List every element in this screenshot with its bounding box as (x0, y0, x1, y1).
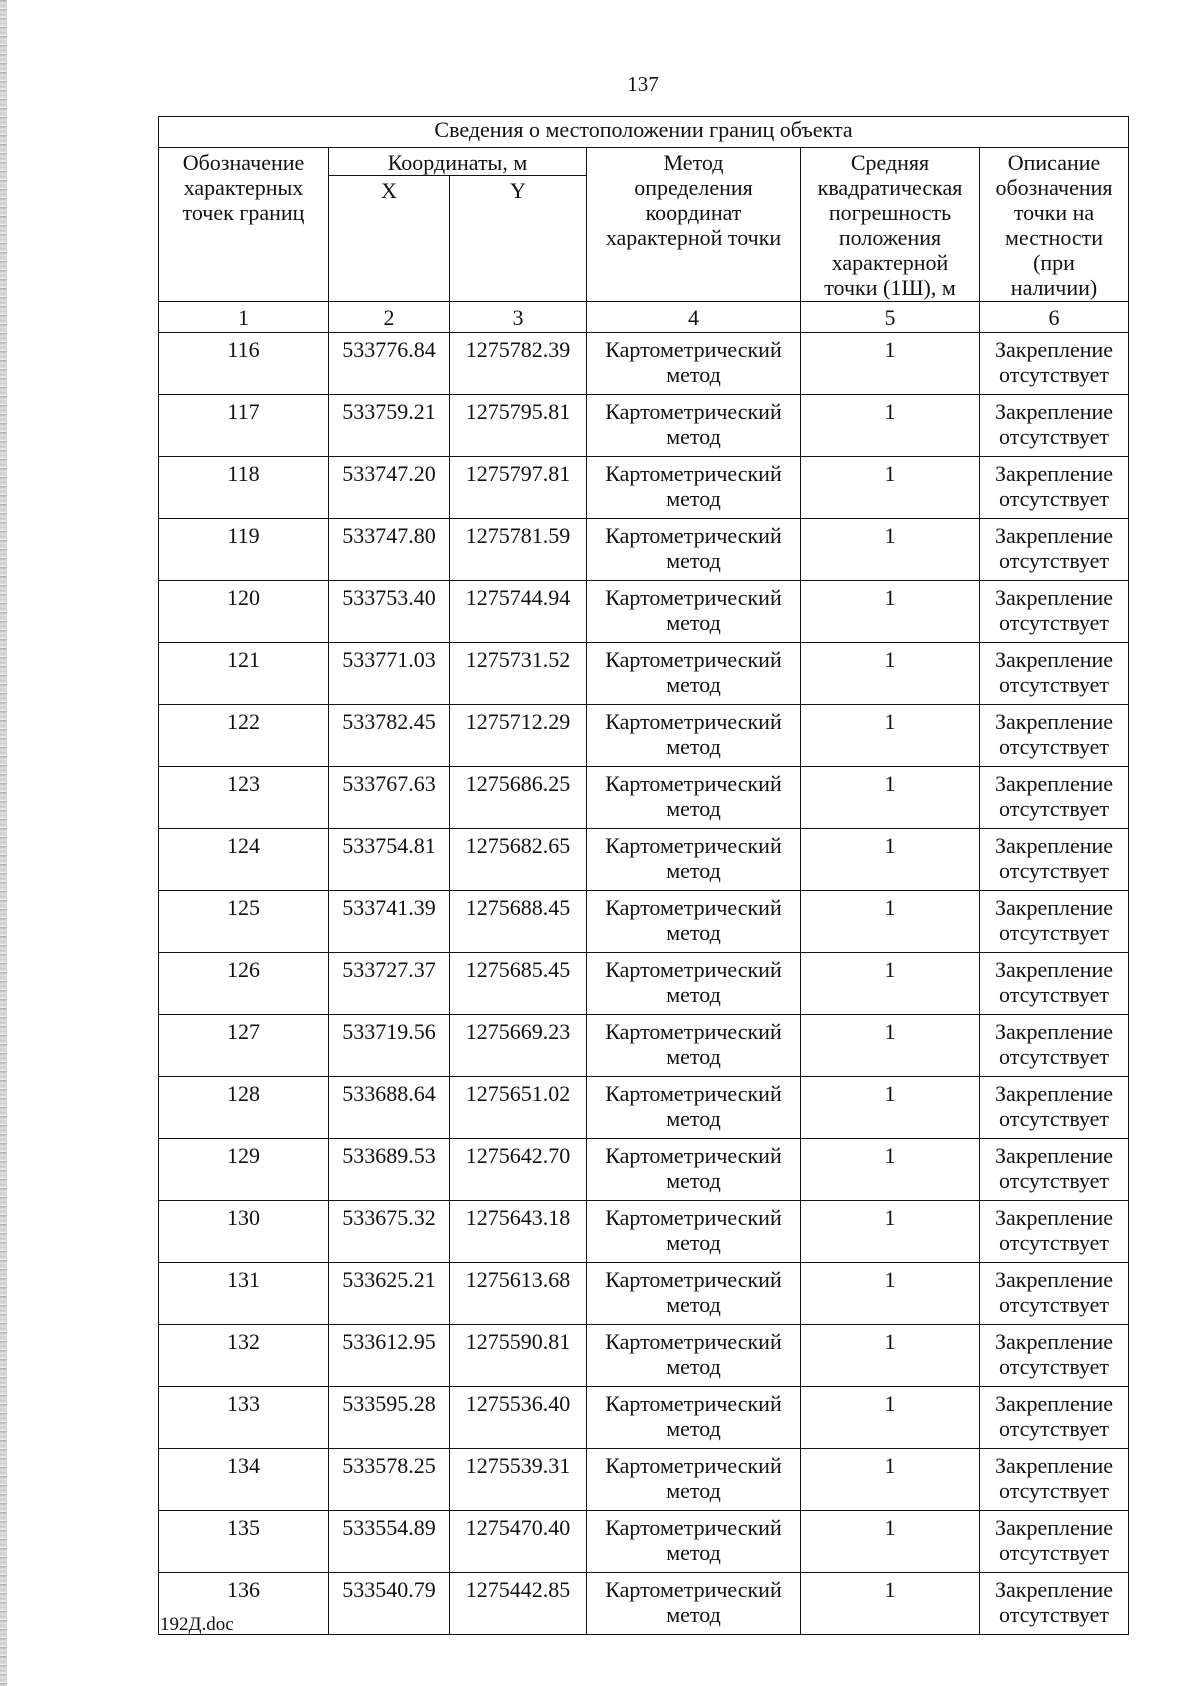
description-cell: Закрепление отсутствует (980, 643, 1129, 705)
table-row (159, 1263, 1129, 1325)
x-cell: 533727.37 (329, 953, 450, 1015)
error-cell: 1 (801, 395, 980, 457)
point-cell: 133 (159, 1387, 329, 1449)
y-cell: 1275731.52 (450, 643, 587, 705)
y-cell: 1275442.85 (450, 1573, 587, 1635)
description-cell: Закрепление отсутствует (980, 581, 1129, 643)
method-cell: Картометрический метод (587, 1263, 801, 1325)
method-cell: Картометрический метод (587, 1387, 801, 1449)
method-cell: Картометрический метод (587, 1015, 801, 1077)
point-cell: 125 (159, 891, 329, 953)
error-cell: 1 (801, 1077, 980, 1139)
table-title: Сведения о местоположении границ объекта (159, 117, 1129, 148)
y-cell: 1275642.70 (450, 1139, 587, 1201)
description-cell: Закрепление отсутствует (980, 333, 1129, 395)
y-cell: 1275797.81 (450, 457, 587, 519)
error-cell: 1 (801, 1139, 980, 1201)
table-row (159, 1077, 1129, 1139)
method-cell: Картометрический метод (587, 767, 801, 829)
error-cell: 1 (801, 1201, 980, 1263)
description-cell: Закрепление отсутствует (980, 1201, 1129, 1263)
description-cell: Закрепление отсутствует (980, 395, 1129, 457)
x-cell: 533595.28 (329, 1387, 450, 1449)
header-error: Средняя квадратическая погрешность положения характерной точки (1Ш), м (801, 148, 980, 302)
error-cell: 1 (801, 1015, 980, 1077)
point-cell: 126 (159, 953, 329, 1015)
y-cell: 1275643.18 (450, 1201, 587, 1263)
method-cell: Картометрический метод (587, 953, 801, 1015)
x-cell: 533675.32 (329, 1201, 450, 1263)
x-cell: 533689.53 (329, 1139, 450, 1201)
description-cell: Закрепление отсутствует (980, 829, 1129, 891)
x-cell: 533754.81 (329, 829, 450, 891)
description-cell: Закрепление отсутствует (980, 1263, 1129, 1325)
y-cell: 1275685.45 (450, 953, 587, 1015)
table-row (159, 1325, 1129, 1387)
description-cell: Закрепление отсутствует (980, 1325, 1129, 1387)
error-cell: 1 (801, 1263, 980, 1325)
x-cell: 533612.95 (329, 1325, 450, 1387)
y-cell: 1275682.65 (450, 829, 587, 891)
error-cell: 1 (801, 581, 980, 643)
table-row (159, 581, 1129, 643)
point-cell: 118 (159, 457, 329, 519)
error-cell: 1 (801, 643, 980, 705)
method-cell: Картометрический метод (587, 1449, 801, 1511)
method-cell: Картометрический метод (587, 1077, 801, 1139)
table-row (159, 1201, 1129, 1263)
x-cell: 533688.64 (329, 1077, 450, 1139)
x-cell: 533771.03 (329, 643, 450, 705)
y-cell: 1275782.39 (450, 333, 587, 395)
point-cell: 123 (159, 767, 329, 829)
table-row (159, 953, 1129, 1015)
x-cell: 533747.20 (329, 457, 450, 519)
description-cell: Закрепление отсутствует (980, 457, 1129, 519)
table-row (159, 1511, 1129, 1573)
error-cell: 1 (801, 1387, 980, 1449)
x-cell: 533747.80 (329, 519, 450, 581)
point-cell: 128 (159, 1077, 329, 1139)
table-row (159, 1387, 1129, 1449)
table-row (159, 1139, 1129, 1201)
table-row (159, 395, 1129, 457)
error-cell: 1 (801, 705, 980, 767)
method-cell: Картометрический метод (587, 581, 801, 643)
error-cell: 1 (801, 1573, 980, 1635)
boundary-table (158, 116, 1129, 1635)
error-cell: 1 (801, 1449, 980, 1511)
table-row (159, 891, 1129, 953)
table-row (159, 705, 1129, 767)
method-cell: Картометрический метод (587, 1511, 801, 1573)
error-cell: 1 (801, 1325, 980, 1387)
table-row (159, 829, 1129, 891)
table-row (159, 767, 1129, 829)
y-cell: 1275712.29 (450, 705, 587, 767)
error-cell: 1 (801, 829, 980, 891)
point-cell: 120 (159, 581, 329, 643)
error-cell: 1 (801, 891, 980, 953)
description-cell: Закрепление отсутствует (980, 1573, 1129, 1635)
description-cell: Закрепление отсутствует (980, 1387, 1129, 1449)
error-cell: 1 (801, 519, 980, 581)
y-cell: 1275781.59 (450, 519, 587, 581)
y-cell: 1275613.68 (450, 1263, 587, 1325)
table-row (159, 1573, 1129, 1635)
x-cell: 533753.40 (329, 581, 450, 643)
header-description: Описание обозначения точки на местности (при наличии) (980, 148, 1129, 302)
method-cell: Картометрический метод (587, 519, 801, 581)
description-cell: Закрепление отсутствует (980, 1449, 1129, 1511)
method-cell: Картометрический метод (587, 643, 801, 705)
header-coordinates: Координаты, м (329, 148, 587, 176)
point-cell: 121 (159, 643, 329, 705)
header-y: Y (450, 176, 587, 302)
y-cell: 1275539.31 (450, 1449, 587, 1511)
point-cell: 119 (159, 519, 329, 581)
method-cell: Картометрический метод (587, 1139, 801, 1201)
point-cell: 135 (159, 1511, 329, 1573)
description-cell: Закрепление отсутствует (980, 891, 1129, 953)
y-cell: 1275651.02 (450, 1077, 587, 1139)
description-cell: Закрепление отсутствует (980, 767, 1129, 829)
method-cell: Картометрический метод (587, 333, 801, 395)
x-cell: 533554.89 (329, 1511, 450, 1573)
scan-edge (0, 0, 7, 1686)
method-cell: Картометрический метод (587, 1201, 801, 1263)
point-cell: 116 (159, 333, 329, 395)
column-number: 6 (980, 302, 1129, 333)
y-cell: 1275688.45 (450, 891, 587, 953)
error-cell: 1 (801, 333, 980, 395)
description-cell: Закрепление отсутствует (980, 1015, 1129, 1077)
y-cell: 1275669.23 (450, 1015, 587, 1077)
y-cell: 1275470.40 (450, 1511, 587, 1573)
error-cell: 1 (801, 953, 980, 1015)
file-name: 192Д.doc (160, 1614, 234, 1635)
x-cell: 533782.45 (329, 705, 450, 767)
column-number: 2 (329, 302, 450, 333)
point-cell: 124 (159, 829, 329, 891)
table-row (159, 519, 1129, 581)
error-cell: 1 (801, 1511, 980, 1573)
point-cell: 129 (159, 1139, 329, 1201)
y-cell: 1275744.94 (450, 581, 587, 643)
description-cell: Закрепление отсутствует (980, 519, 1129, 581)
description-cell: Закрепление отсутствует (980, 953, 1129, 1015)
x-cell: 533759.21 (329, 395, 450, 457)
column-number: 4 (587, 302, 801, 333)
point-cell: 132 (159, 1325, 329, 1387)
header-designation: Обозначение характерных точек границ (159, 148, 329, 302)
table-row (159, 1015, 1129, 1077)
method-cell: Картометрический метод (587, 1573, 801, 1635)
header-method: Метод определения координат характерной точки (587, 148, 801, 302)
method-cell: Картометрический метод (587, 891, 801, 953)
table-row (159, 333, 1129, 395)
table-row (159, 643, 1129, 705)
page-number: 137 (627, 72, 659, 96)
point-cell: 134 (159, 1449, 329, 1511)
method-cell: Картометрический метод (587, 1325, 801, 1387)
x-cell: 533741.39 (329, 891, 450, 953)
point-cell: 117 (159, 395, 329, 457)
y-cell: 1275536.40 (450, 1387, 587, 1449)
method-cell: Картометрический метод (587, 705, 801, 767)
point-cell: 127 (159, 1015, 329, 1077)
table-row (159, 457, 1129, 519)
x-cell: 533719.56 (329, 1015, 450, 1077)
column-number-row (159, 302, 1129, 333)
x-cell: 533625.21 (329, 1263, 450, 1325)
column-number: 5 (801, 302, 980, 333)
description-cell: Закрепление отсутствует (980, 705, 1129, 767)
method-cell: Картометрический метод (587, 457, 801, 519)
table-row (159, 1449, 1129, 1511)
description-cell: Закрепление отсутствует (980, 1077, 1129, 1139)
description-cell: Закрепление отсутствует (980, 1139, 1129, 1201)
point-cell: 136 (159, 1573, 329, 1635)
x-cell: 533776.84 (329, 333, 450, 395)
y-cell: 1275686.25 (450, 767, 587, 829)
x-cell: 533578.25 (329, 1449, 450, 1511)
x-cell: 533767.63 (329, 767, 450, 829)
description-cell: Закрепление отсутствует (980, 1511, 1129, 1573)
error-cell: 1 (801, 767, 980, 829)
header-x: X (329, 176, 450, 302)
point-cell: 131 (159, 1263, 329, 1325)
y-cell: 1275795.81 (450, 395, 587, 457)
method-cell: Картометрический метод (587, 829, 801, 891)
point-cell: 122 (159, 705, 329, 767)
point-cell: 130 (159, 1201, 329, 1263)
error-cell: 1 (801, 457, 980, 519)
x-cell: 533540.79 (329, 1573, 450, 1635)
column-number: 3 (450, 302, 587, 333)
method-cell: Картометрический метод (587, 395, 801, 457)
y-cell: 1275590.81 (450, 1325, 587, 1387)
column-number: 1 (159, 302, 329, 333)
